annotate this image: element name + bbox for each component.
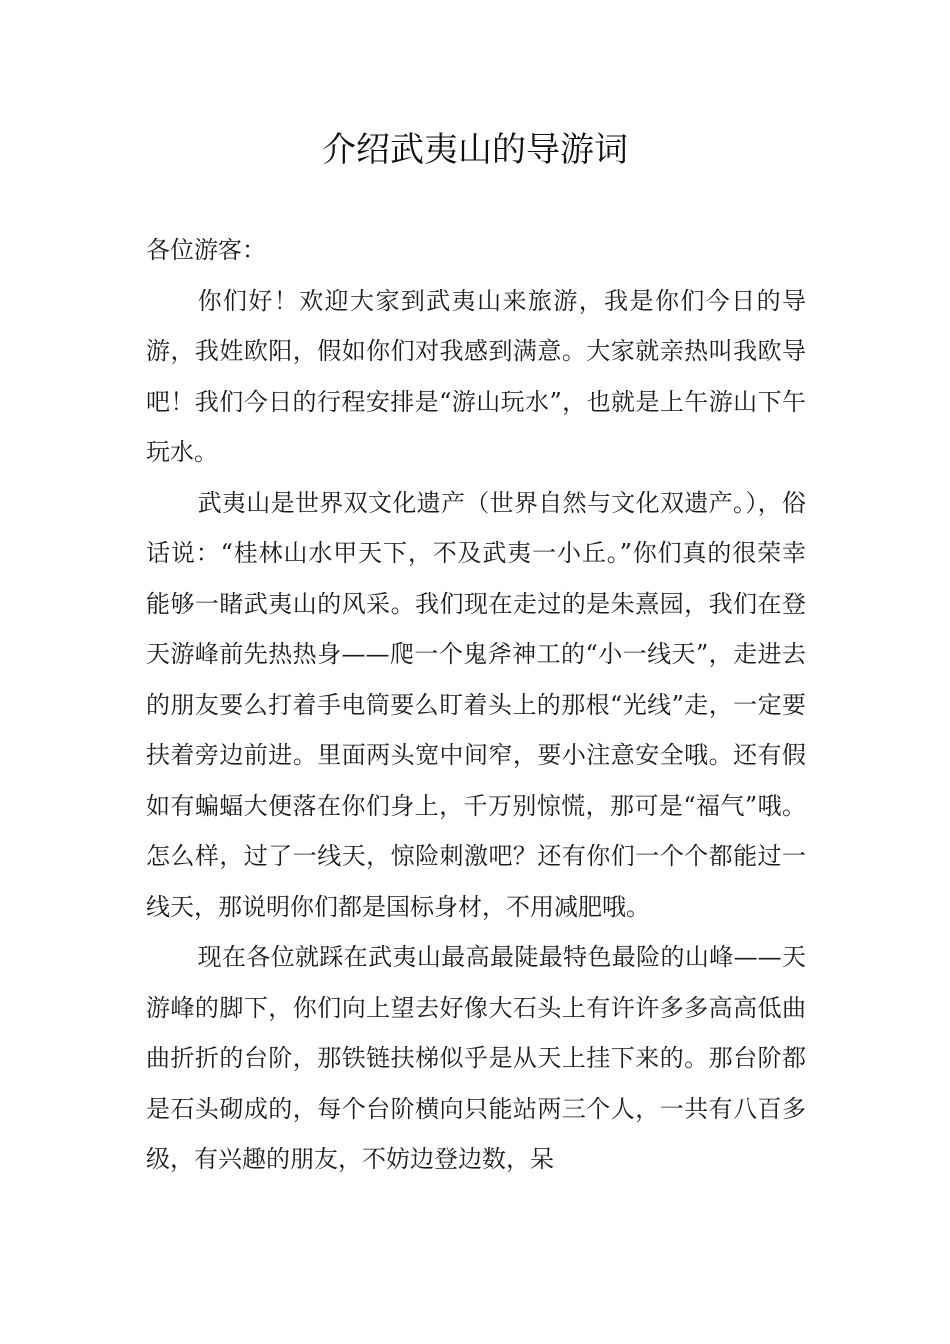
greeting-line: 各位游客： xyxy=(146,236,266,264)
document-title: 介绍武夷山的导游词 xyxy=(322,130,628,170)
document-body xyxy=(146,225,806,1185)
paragraph-tianyou-peak: 现在各位就踩在武夷山最高最陡最特色最险的山峰——天游峰的脚下，你们向上望去好像大石头上有许许多多高高低曲曲折折的台阶，那铁链扶梯似乎是从天上挂下来的。那台阶都是石头砌成的，每个台阶横向只能站两三个人，一共有八百多级，有兴趣的朋友，不妨边登边数，呆 xyxy=(146,943,806,1173)
paragraph-welcome: 你们好！欢迎大家到武夷山来旅游，我是你们今日的导游，我姓欧阳，假如你们对我感到满意。大家就亲热叫我欧导吧！我们今日的行程安排是“游山玩水”，也就是上午游山下午玩水。 xyxy=(146,286,806,466)
paragraph-heritage: 武夷山是世界双文化遗产（世界自然与文化双遗产。），俗话说：“桂林山水甲天下，不及武夷一小丘。”你们真的很荣幸能够一睹武夷山的风采。我们现在走过的是朱熹园，我们在登天游峰前先热热身——爬一个鬼斧神工的“小一线天”，走进去的朋友要么打着手电筒要么盯着头上的那根“光线”走，一定要扶着旁边前进。里面两头宽中间窄，要小注意安全哦。还有假如有蝙蝠大便落在你们身上，千万别惊慌，那可是“福气”哦。怎么样，过了一线天，惊险刺激吧？还有你们一个个都能过一线天，那说明你们都是国标身材，不用减肥哦。 xyxy=(146,488,806,921)
